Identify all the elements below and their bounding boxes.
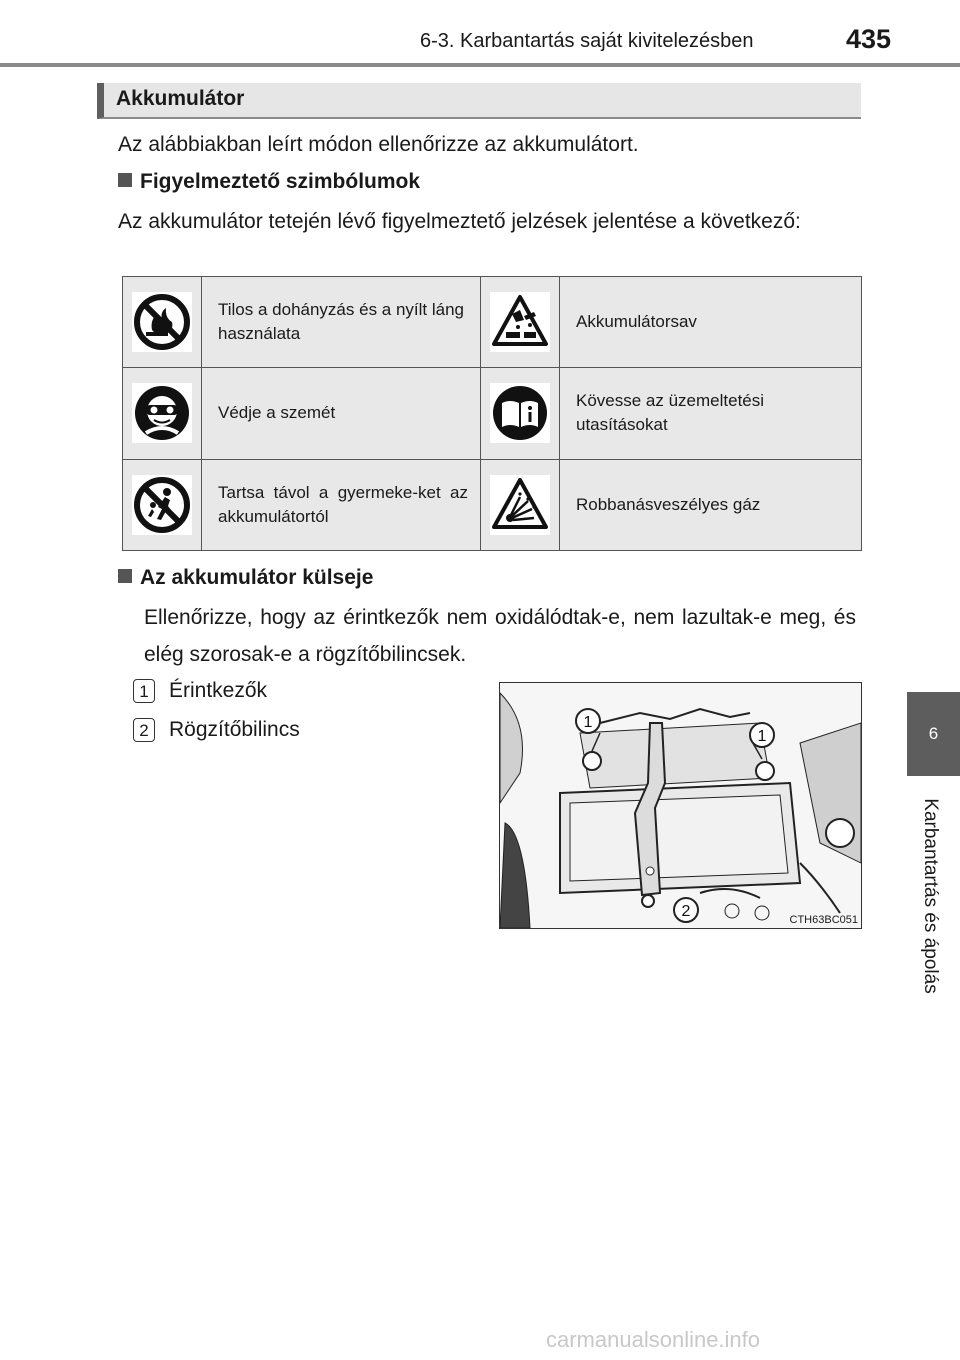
table-cell (202, 368, 481, 459)
table-cell (202, 459, 481, 550)
intro-text: Az alábbiakban leírt módon ellenőrizze az akkumulátort. (118, 133, 639, 156)
table-cell (123, 277, 202, 368)
section-title: Akkumulátor (116, 87, 245, 110)
legend-item-clamp (133, 711, 300, 748)
engine-bay-drawing (500, 683, 861, 928)
legend-label: Érintkezők (169, 679, 268, 702)
symbol-label: Kövesse az üzemeltetési utasításokat (576, 391, 765, 435)
legend-item-terminals (133, 672, 267, 709)
exterior-text: Ellenőrizze, hogy az érintkezők nem oxidálódtak-e, nem lazultak-e meg, és elég szorosak-e a rögzítőbilincsek. (144, 606, 856, 666)
symbol-label: Tartsa távol a gyermeke-ket az akkumulátortól (218, 482, 468, 526)
callout-1-right: 1 (757, 728, 767, 745)
eye-protection-icon (132, 383, 192, 443)
chapter-tab: 6 (907, 692, 960, 776)
symbol-label: Tilos a dohányzás és a nyílt láng használata (218, 300, 465, 344)
table-row (123, 459, 862, 550)
warnings-text: Az akkumulátor tetején lévő figyelmeztető jelzések jelentése a következő: (118, 210, 801, 233)
symbol-label: Védje a szemét (218, 403, 336, 423)
table-cell (560, 368, 862, 459)
table-cell (481, 368, 560, 459)
table-cell (481, 277, 560, 368)
table-cell (202, 277, 481, 368)
header-rule (0, 63, 960, 67)
battery-illustration (499, 682, 862, 929)
symbol-label: Robbanásveszélyes gáz (576, 494, 761, 514)
operating-instructions-icon (490, 383, 550, 443)
bullet-square-icon (118, 173, 132, 187)
warnings-heading (118, 170, 420, 194)
callout-number: 1 (133, 679, 155, 703)
exterior-heading-text: Az akkumulátor külseje (140, 566, 374, 589)
symbol-label: Akkumulátorsav (576, 312, 697, 332)
page-number: 435 (846, 24, 892, 54)
chapter-title: 6-3. Karbantartás saját kivitelezésben (420, 30, 754, 52)
bullet-square-icon (118, 569, 132, 583)
watermark: carmanualsonline.info (546, 1327, 761, 1352)
table-cell (560, 459, 862, 550)
warnings-heading-text: Figyelmeztető szimbólumok (140, 170, 421, 193)
warning-symbols-table (122, 276, 862, 551)
callout-1-left: 1 (583, 714, 593, 731)
chapter-side-text: Karbantartás és ápolás (920, 798, 941, 994)
callout-2: 2 (681, 903, 691, 920)
table-cell (560, 277, 862, 368)
table-row (123, 277, 862, 368)
table-row (123, 368, 862, 459)
legend-label: Rögzítőbilincs (169, 718, 300, 741)
photo-caption: CTH63BC051 (789, 914, 858, 926)
keep-children-away-icon (132, 475, 192, 535)
table-cell (123, 368, 202, 459)
table-cell (123, 459, 202, 550)
battery-acid-icon (490, 292, 550, 352)
callout-number: 2 (133, 718, 155, 742)
no-smoking-flame-icon (132, 292, 192, 352)
exterior-heading (118, 566, 373, 590)
explosive-gas-icon (490, 475, 550, 535)
table-cell (481, 459, 560, 550)
chapter-side-label (905, 790, 945, 1010)
